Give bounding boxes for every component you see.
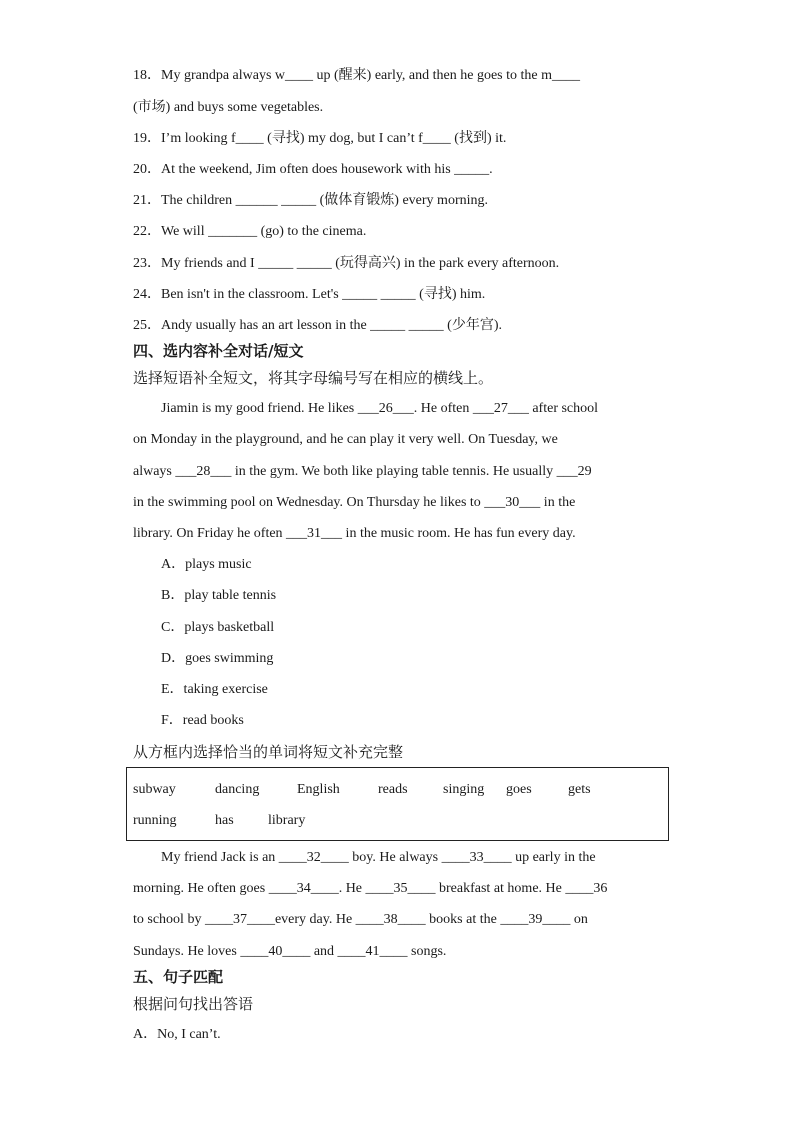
option-c: C．plays basketball (161, 620, 275, 635)
option-f: F．read books (161, 713, 244, 728)
word-bank-word: gets (568, 782, 591, 797)
option-a: A．plays music (161, 557, 252, 572)
question-19: 19．I’m looking f____ (寻找) my dog, but I can’t f____ (找到) it. (133, 131, 507, 146)
match-option-a: A．No, I can’t. (133, 1027, 221, 1042)
word-bank-word: subway (133, 782, 176, 797)
passage-line-2: on Monday in the playground, and he can play it very well. On Tuesday, we (133, 432, 558, 447)
option-b: B．play table tennis (161, 588, 277, 603)
word-bank-word: has (215, 813, 234, 828)
question-23: 23．My friends and I _____ _____ (玩得高兴) in the park every afternoon. (133, 256, 560, 271)
question-18-line2: (市场) and buys some vegetables. (133, 100, 324, 115)
section-5-heading: 五、句子匹配 (133, 968, 224, 986)
question-21: 21．The children ______ _____ (做体育锻炼) every morning. (133, 193, 488, 208)
passage2-line-3: to school by ____37____every day. He ____38____ books at the ____39____ on (133, 912, 588, 927)
section-4-instruction: 选择短语补全短文，将其字母编号写在相应的横线上。 (133, 369, 494, 387)
word-bank-word: reads (378, 782, 408, 797)
passage-line-4: in the swimming pool on Wednesday. On Thursday he likes to ___30___ in the (133, 495, 576, 510)
passage2-line-2: morning. He often goes ____34____. He ____35____ breakfast at home. He ____36 (133, 881, 608, 896)
option-d: D．goes swimming (161, 651, 274, 666)
word-bank-instruction: 从方框内选择恰当的单词将短文补充完整 (133, 743, 404, 761)
word-bank-word: library (268, 813, 306, 828)
word-bank-word: goes (506, 782, 532, 797)
passage2-line-1: My friend Jack is an ____32____ boy. He always ____33____ up early in the (161, 850, 596, 865)
section-4-heading: 四、选内容补全对话/短文 (133, 342, 304, 360)
question-25: 25．Andy usually has an art lesson in the _____ _____ (少年宫). (133, 318, 503, 333)
passage-line-3: always ___28___ in the gym. We both like playing table tennis. He usually ___29 (133, 464, 592, 479)
passage-line-5: library. On Friday he often ___31___ in the music room. He has fun every day. (133, 526, 576, 541)
option-e: E．taking exercise (161, 682, 268, 697)
section-5-instruction: 根据问句找出答语 (133, 995, 254, 1013)
word-bank-word: running (133, 813, 177, 828)
question-24: 24．Ben isn't in the classroom. Let's _____ _____ (寻找) him. (133, 287, 486, 302)
word-bank-word: singing (443, 782, 485, 797)
question-18-line1: 18．My grandpa always w____ up (醒来) early, and then he goes to the m____ (133, 68, 580, 83)
question-22: 22．We will _______ (go) to the cinema. (133, 224, 367, 239)
question-20: 20．At the weekend, Jim often does housework with his _____. (133, 162, 493, 177)
passage2-line-4: Sundays. He loves ____40____ and ____41____ songs. (133, 944, 447, 959)
word-bank-word: dancing (215, 782, 260, 797)
word-bank-word: English (297, 782, 340, 797)
word-bank-box (126, 767, 669, 841)
passage-line-1: Jiamin is my good friend. He likes ___26___. He often ___27___ after school (161, 401, 599, 416)
